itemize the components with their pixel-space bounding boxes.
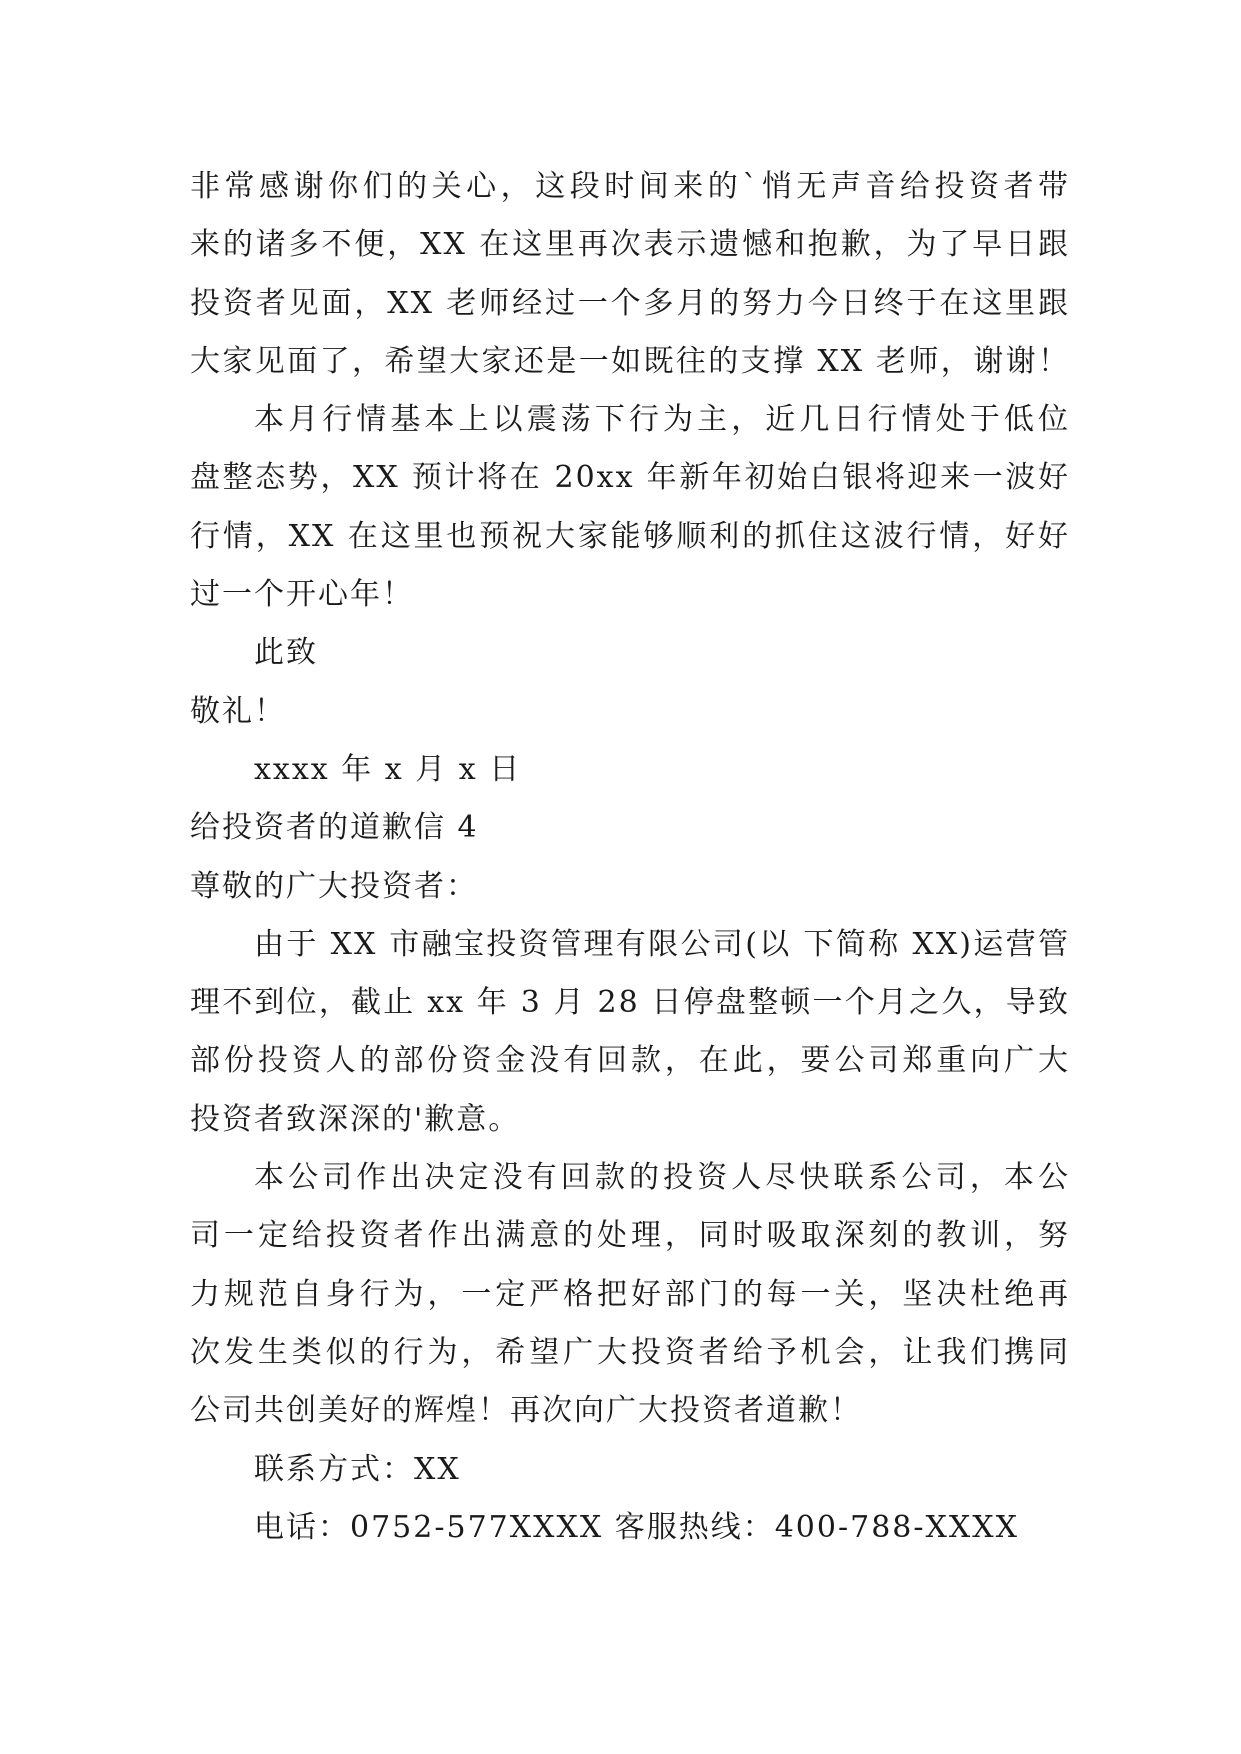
letter4-para2-line1: 本公司作出决定没有回款的投资人尽快联系公司，本公 xyxy=(254,1160,1070,1196)
letter3-para2-line4: 过一个开心年！ xyxy=(190,577,414,613)
letter3-para2-line2: 盘整态势，XX 预计将在 20xx 年新年初始白银将迎来一波好 xyxy=(190,460,1070,496)
letter4-para2-line5: 公司共创美好的辉煌！再次向广大投资者道歉！ xyxy=(190,1393,862,1429)
letter4-para1-line3: 部份投资人的部份资金没有回款，在此，要公司郑重向广大 xyxy=(190,1043,1070,1079)
document-page xyxy=(190,158,1070,1557)
letter4-para2-line2: 司一定给投资者作出满意的处理，同时吸取深刻的教训，努 xyxy=(190,1218,1070,1254)
letter4-title: 给投资者的道歉信 4 xyxy=(190,810,479,846)
letter4-phone: 电话：0752-577XXXX 客服热线：400-788-XXXX xyxy=(254,1509,1019,1545)
letter4-para2-line4: 次发生类似的行为，希望广大投资者给予机会，让我们携同 xyxy=(190,1334,1070,1370)
letter4-para1-line4: 投资者致深深的'歉意。 xyxy=(190,1101,521,1137)
letter3-para1-line2: 来的诸多不便，XX 在这里再次表示遗憾和抱歉，为了早日跟 xyxy=(190,227,1070,263)
letter4-para1-line1: 由于 XX 市融宝投资管理有限公司(以 下简称 XX)运营管 xyxy=(254,926,1070,962)
letter3-para2-line3: 行情，XX 在这里也预祝大家能够顺利的抓住这波行情，好好 xyxy=(190,518,1070,554)
letter3-para1-line1: 非常感谢你们的关心，这段时间来的`悄无声音给投资者带 xyxy=(190,169,1070,204)
letter3-salute: 敬礼！ xyxy=(190,693,286,729)
letter3-para2-line1: 本月行情基本上以震荡下行为主，近几日行情处于低位 xyxy=(254,402,1070,438)
letter4-para1-line2: 理不到位，截止 xx 年 3 月 28 日停盘整顿一个月之久，导致 xyxy=(190,985,1070,1021)
letter4-contact: 联系方式：XX xyxy=(254,1451,461,1487)
letter4-para2-line3: 力规范自身行为，一定严格把好部门的每一关，坚决杜绝再 xyxy=(190,1276,1070,1312)
letter3-para1-line3: 投资者见面，XX 老师经过一个多月的努力今日终于在这里跟 xyxy=(190,285,1070,321)
letter3-date: xxxx 年 x 月 x 日 xyxy=(254,751,522,787)
letter4-greeting: 尊敬的广大投资者： xyxy=(190,868,478,904)
letter3-para1-line4: 大家见面了，希望大家还是一如既往的支撑 XX 老师，谢谢！ xyxy=(190,343,1070,379)
letter3-closing: 此致 xyxy=(254,635,318,671)
